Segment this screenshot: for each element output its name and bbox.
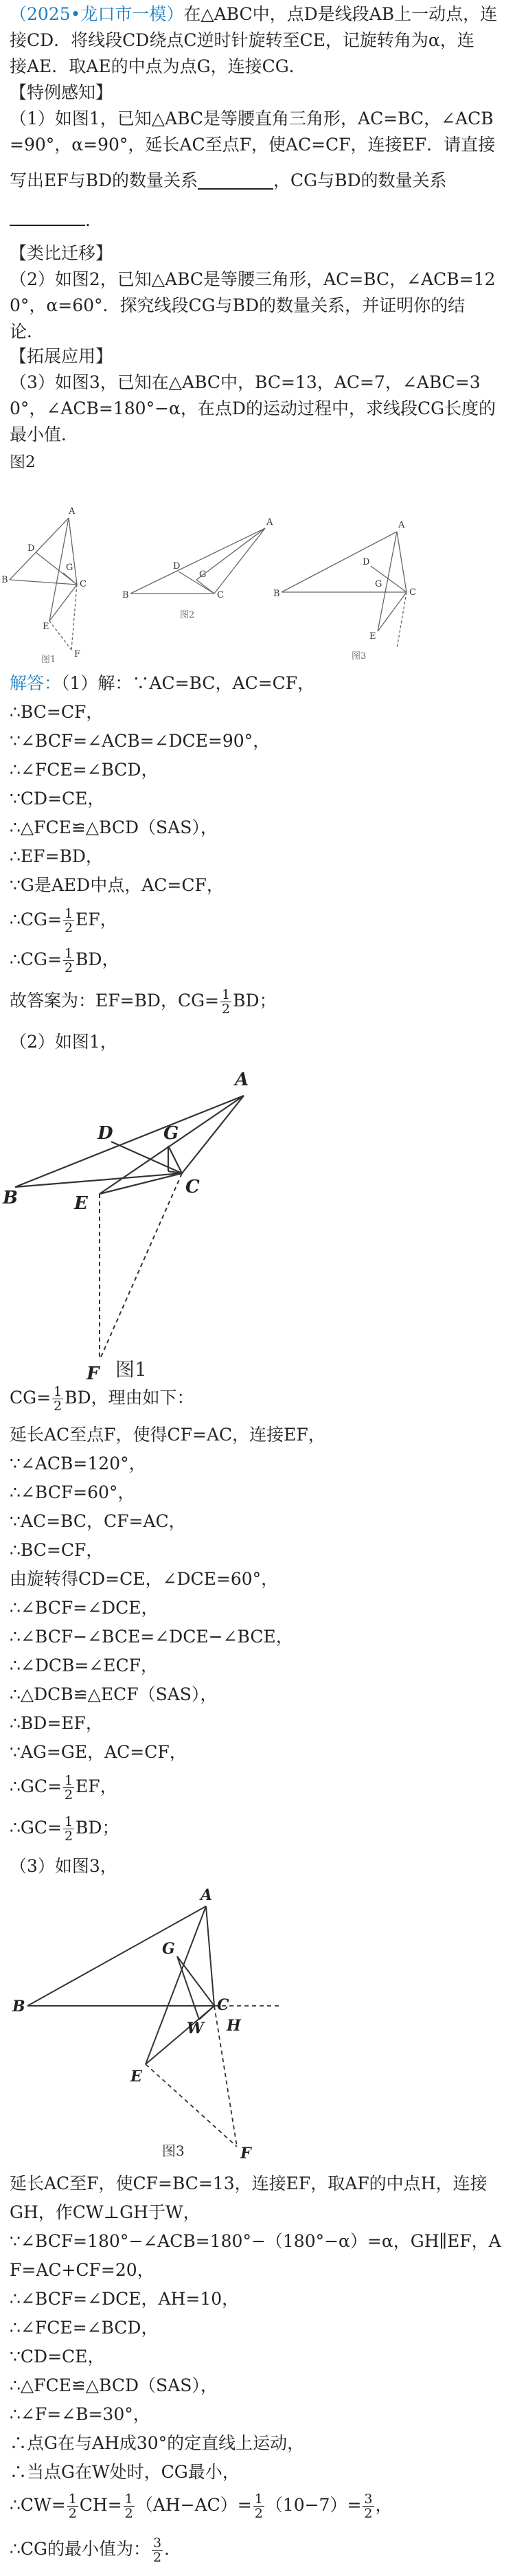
fig1-label-C: C	[80, 579, 87, 589]
fraction-half	[253, 2492, 264, 2520]
fig-label-C: C	[185, 1177, 200, 1197]
s3-line-5: ∴∠BCF=∠DCE，AH=10，	[10, 2289, 240, 2309]
solution-line-0	[10, 672, 505, 695]
s3-12c: （AH−AC）=	[135, 2495, 252, 2515]
q3-line-3: 最小值．	[10, 425, 79, 444]
s1-intro: （1）解：∵AC=BC，AC=CF，	[61, 673, 315, 693]
fig3-label-B: B	[273, 589, 280, 599]
fraction-half	[52, 1385, 63, 1413]
s3-line-0: （3）如图3，	[10, 1856, 117, 1876]
s1-line-7: ∵G是AED中点，AC=CF，	[10, 875, 224, 895]
fig2-label-C: C	[217, 590, 224, 600]
s3-line-13	[10, 2532, 505, 2566]
s3-line-4: F=AC+CF=20，	[10, 2260, 154, 2280]
frac-num: 1	[254, 2492, 263, 2507]
s2-15b: BD；	[76, 1818, 119, 1838]
frac-den: 2	[222, 1002, 231, 1017]
s3-12e: ，	[375, 2495, 393, 2515]
s3-12b: CH=	[79, 2495, 122, 2515]
frac-den: 2	[64, 960, 73, 975]
figure-note: 图2	[10, 453, 36, 471]
frac-den: 2	[254, 2506, 263, 2521]
s3-line-11: ∴当点G在W处时，CG最小，	[10, 2462, 240, 2482]
big-fig1-caption: 图1	[115, 1358, 147, 1381]
fig2-caption: 图2	[180, 610, 195, 620]
s3-13b: ．	[164, 2539, 182, 2559]
s2-line-1	[10, 1381, 505, 1415]
frac-num: 1	[64, 1814, 73, 1829]
s1-10a: 故答案为：EF=BD，CG=	[10, 991, 220, 1010]
s1-line-8	[10, 903, 505, 937]
s1-line-6: ∴EF=BD，	[10, 846, 103, 866]
frac-den: 2	[64, 920, 73, 936]
s1-9b: BD，	[76, 949, 119, 969]
s2-line-14	[10, 1770, 505, 1804]
fraction-half	[220, 988, 231, 1016]
frac-num: 1	[64, 906, 73, 921]
fraction-three-halves	[363, 2492, 374, 2520]
problem-line-3: 接AE．取AE的中点为点G，连接CG．	[10, 56, 306, 76]
fig-label-G: G	[163, 1123, 179, 1144]
s2-14a: ∴GC=	[10, 1776, 62, 1796]
s2-line-10: ∴∠DCB=∠ECF，	[10, 1656, 159, 1675]
q2-line-1: （2）如图2，已知△ABC是等腰三角形，AC=BC，∠ACB=12	[10, 269, 496, 289]
fig3-caption: 图3	[352, 651, 367, 662]
frac-den: 2	[153, 2550, 162, 2565]
s1-line-4: ∵CD=CE，	[10, 789, 105, 809]
fraction-half	[63, 907, 74, 935]
s2-line-0: （2）如图1，	[10, 1032, 117, 1052]
q1-line-3	[10, 169, 505, 192]
fig1-caption: 图1	[41, 655, 56, 665]
s2-1b: BD，理由如下：	[65, 1388, 194, 1408]
frac-num: 1	[64, 1773, 73, 1788]
s3-12a: ∴CW=	[10, 2495, 66, 2515]
answer-blank-1	[198, 174, 273, 190]
s3-12d: （10−7）=	[265, 2495, 362, 2515]
answer-blank-2	[10, 219, 85, 226]
fig3-label-A: A	[398, 520, 405, 530]
fig1-label-F: F	[74, 649, 81, 659]
fig1-label-B: B	[1, 575, 8, 585]
s2-line-6: ∴BC=CF，	[10, 1540, 104, 1560]
s2-line-15	[10, 1811, 505, 1845]
s2-1a: CG=	[10, 1388, 52, 1408]
fig-label-A: A	[235, 1070, 249, 1090]
fig3-label-B2: B	[12, 1998, 25, 2015]
s1-8a: ∴CG=	[10, 909, 62, 929]
s1-line-1: ∴BC=CF，	[10, 702, 104, 722]
fig3-label-C: C	[409, 587, 416, 598]
q1-period: ．	[85, 210, 103, 230]
s3-line-1: 延长AC至F，使CF=BC=13，连接EF，取AF的中点H，连接	[10, 2173, 488, 2193]
fraction-half	[67, 2492, 78, 2520]
fig-label-F: F	[87, 1364, 100, 1384]
section-extension: 【拓展应用】	[10, 346, 113, 366]
fig3-label-A2: A	[201, 1886, 213, 1904]
s1-line-10	[10, 984, 505, 1018]
q1-text-b: ，CG与BD的数量关系	[273, 170, 447, 190]
frac-den: 2	[364, 2506, 373, 2521]
fig-label-B: B	[3, 1188, 18, 1208]
s1-line-9	[10, 942, 505, 977]
q3-line-1: （3）如图3，已知在△ABC中，BC=13，AC=7，∠ABC=3	[10, 372, 481, 392]
fig-label-E: E	[74, 1193, 88, 1214]
problem-line-1	[10, 3, 505, 26]
fig3-label-C2: C	[217, 1996, 229, 2014]
s3-13a: ∴CG的最小值为：	[10, 2539, 151, 2559]
frac-num: 1	[54, 1384, 62, 1399]
frac-num: 1	[124, 2492, 133, 2507]
fig3-caption-solution: 图3	[162, 2143, 185, 2159]
s2-line-2: 延长AC至点F，使得CF=AC，连接EF，	[10, 1425, 325, 1445]
s3-line-12	[10, 2488, 505, 2522]
section-special-case: 【特例感知】	[10, 82, 113, 102]
frac-num: 1	[68, 2492, 77, 2507]
s2-line-8: ∴∠BCF=∠DCE，	[10, 1598, 159, 1618]
frac-num: 3	[364, 2492, 373, 2507]
q1-line-4	[10, 209, 505, 232]
fraction-half	[63, 947, 74, 975]
s3-line-8: ∴△FCE≌△BCD（SAS），	[10, 2375, 218, 2395]
fig1-label-E: E	[43, 622, 49, 632]
s1-line-5: ∴△FCE≌△BCD（SAS），	[10, 817, 218, 837]
s1-line-2: ∵∠BCF=∠ACB=∠DCE=90°，	[10, 731, 271, 751]
solution-label: 解答：	[10, 673, 62, 693]
problem-line-2: 接CD．将线段CD绕点C逆时针旋转至CE，记旋转角为α，连	[10, 30, 474, 50]
s1-line-3: ∴∠FCE=∠BCD，	[10, 760, 159, 780]
frac-num: 1	[222, 987, 231, 1002]
fig3-label-W: W	[187, 2020, 204, 2037]
fraction-half	[63, 1815, 74, 1843]
s2-line-5: ∵AC=BC，CF=AC，	[10, 1511, 186, 1531]
s3-line-6: ∴∠FCE=∠BCD，	[10, 2318, 159, 2338]
frac-den: 2	[64, 1787, 73, 1803]
fig3-label-G: G	[375, 579, 382, 589]
fig2-label-A: A	[266, 517, 273, 528]
frac-den: 2	[68, 2506, 77, 2521]
s2-line-3: ∵∠ACB=120°，	[10, 1454, 146, 1473]
solution-figure-3	[0, 1882, 515, 2171]
fig3-label-F2: F	[240, 2145, 251, 2162]
s3-line-9: ∴∠F=∠B=30°，	[10, 2404, 150, 2424]
s2-line-12: ∴BD=EF，	[10, 1713, 103, 1733]
fig3-label-E: E	[369, 631, 376, 642]
source-tag: （2025•龙口市一模）	[10, 4, 184, 24]
solution-figure-1	[0, 1058, 515, 1388]
s3-line-3: ∵∠BCF=180°−∠ACB=180°−（180°−α）=α，GH∥EF，A	[10, 2231, 501, 2251]
s2-line-4: ∴∠BCF=60°，	[10, 1482, 135, 1502]
q2-line-2: 0°，α=60°．探究线段CG与BD的数量关系，并证明你的结	[10, 295, 466, 315]
s2-15a: ∴GC=	[10, 1818, 62, 1838]
q3-line-2: 0°，∠ACB=180°−α，在点D的运动过程中，求线段CG长度的	[10, 398, 496, 418]
s2-line-11: ∴△DCB≌△ECF（SAS），	[10, 1684, 218, 1704]
fig1-label-D: D	[27, 543, 35, 554]
fig3-label-G2: G	[162, 1940, 175, 1958]
fig1-label-G: G	[66, 563, 73, 573]
s3-line-2: GH，作CW⊥GH于W，	[10, 2202, 201, 2222]
frac-num: 1	[64, 946, 73, 961]
intro-text: 在△ABC中，点D是线段AB上一动点，连	[183, 4, 498, 24]
problem-figures	[0, 477, 515, 669]
frac-den: 2	[124, 2506, 133, 2521]
frac-den: 2	[64, 1829, 73, 1844]
s1-10b: BD；	[233, 991, 277, 1010]
q1-text-a: 写出EF与BD的数量关系	[10, 170, 198, 190]
q1-line-1: （1）如图1，已知△ABC是等腰直角三角形，AC=BC，∠ACB	[10, 109, 494, 128]
q2-line-3: 论．	[10, 321, 45, 341]
fraction-half	[63, 1774, 74, 1802]
s1-8b: EF，	[76, 909, 117, 929]
s2-line-7: 由旋转得CD=CE，∠DCE=60°，	[10, 1569, 279, 1589]
fig2-label-D: D	[173, 561, 181, 572]
s2-line-13: ∵AG=GE，AC=CF，	[10, 1742, 187, 1762]
fig1-label-A: A	[69, 506, 76, 517]
frac-num: 3	[153, 2535, 162, 2551]
s1-9a: ∴CG=	[10, 949, 62, 969]
fig3-label-D: D	[363, 557, 370, 567]
fraction-half	[124, 2492, 135, 2520]
fig2-label-B: B	[122, 590, 129, 600]
fig3-label-E2: E	[130, 2068, 142, 2086]
fraction-three-halves	[152, 2536, 163, 2564]
fig-label-D: D	[98, 1123, 113, 1144]
fig3-label-H: H	[227, 2017, 241, 2035]
s2-line-9: ∴∠BCF−∠BCE=∠DCE−∠BCE，	[10, 1627, 293, 1647]
frac-den: 2	[54, 1399, 62, 1414]
s3-line-10: ∴点G在与AH成30°的定直线上运动，	[10, 2433, 305, 2453]
q1-line-2: =90°，α=90°，延长AC至点F，使AC=CF，连接EF．请直接	[10, 135, 496, 155]
fig2-label-G: G	[199, 569, 207, 580]
s3-line-7: ∵CD=CE，	[10, 2347, 105, 2366]
section-analogy: 【类比迁移】	[10, 243, 113, 263]
s2-14b: EF，	[76, 1776, 117, 1796]
